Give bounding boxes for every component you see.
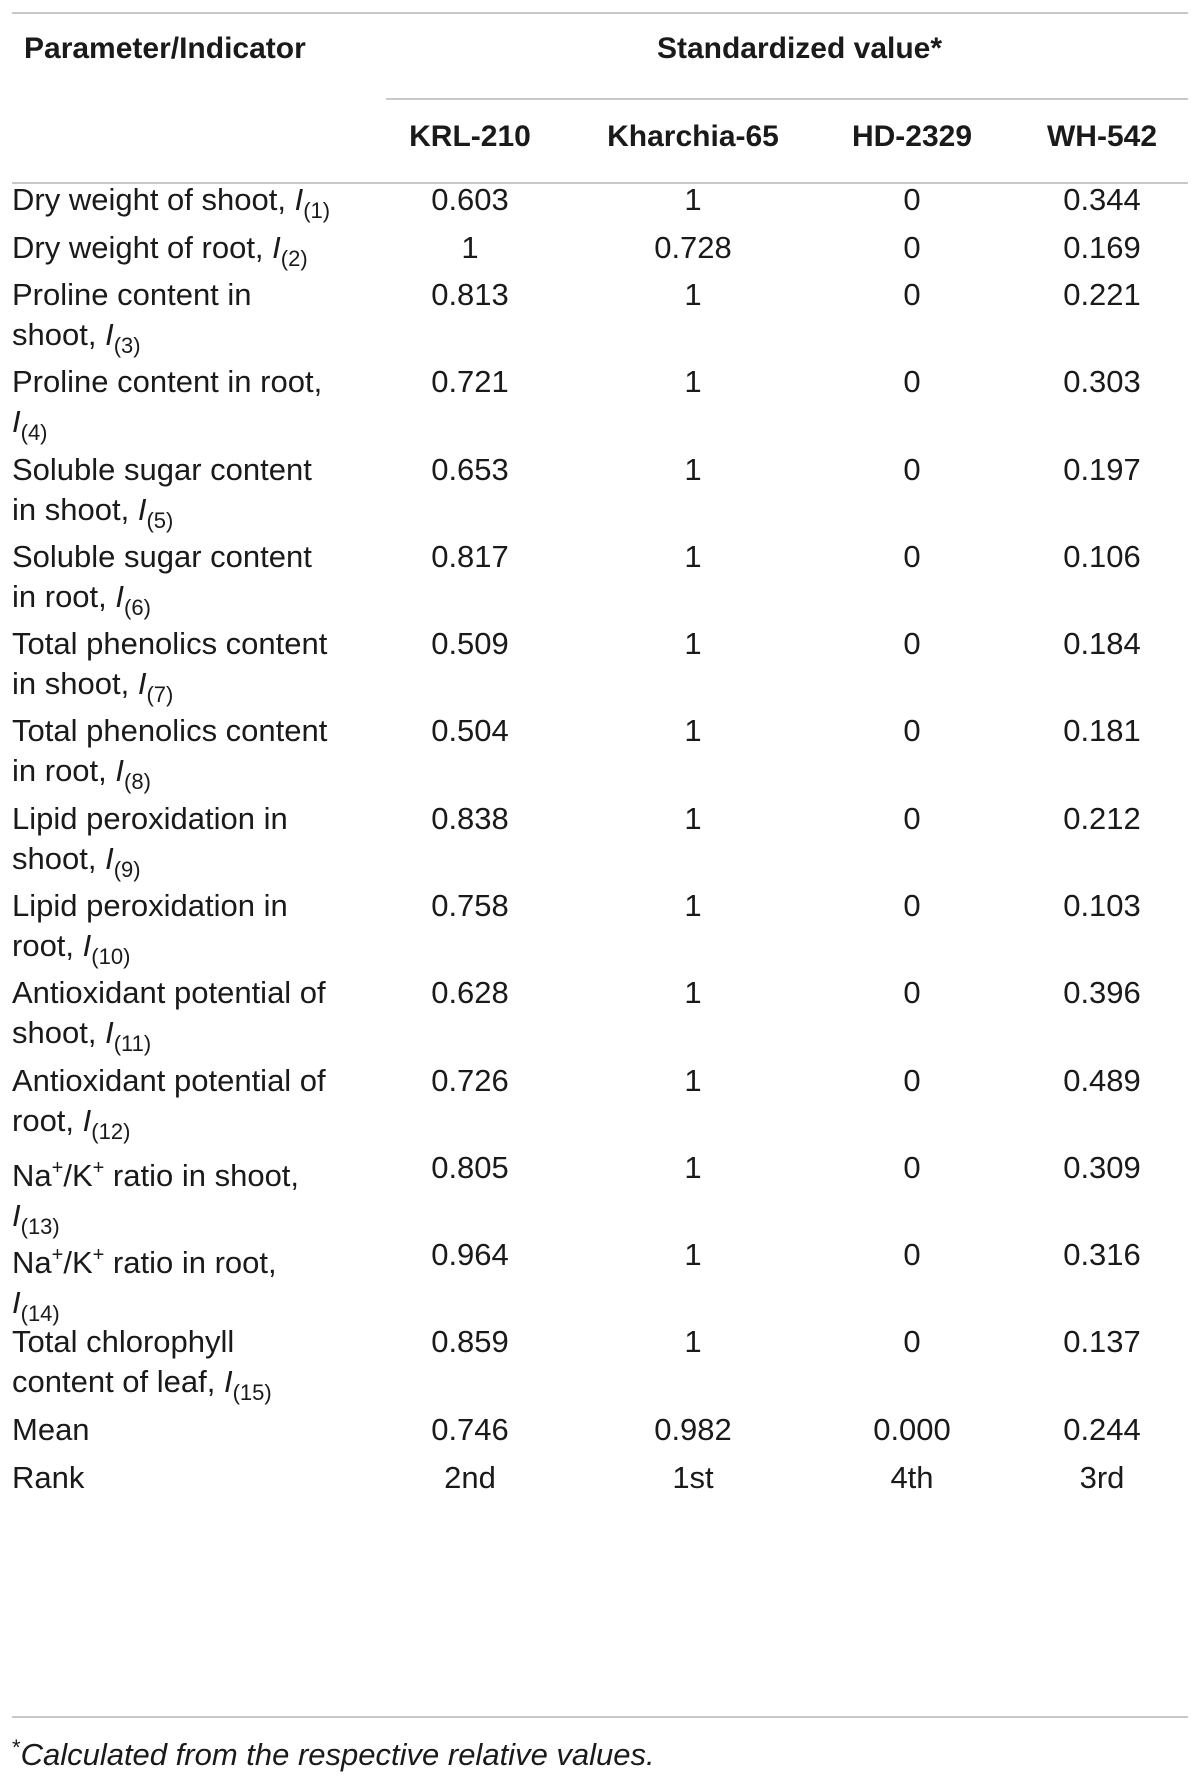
value-cell: 0	[903, 539, 921, 574]
column-header: KRL-210	[409, 120, 531, 153]
footnote-mark: *	[12, 1735, 21, 1760]
footnote-text: Calculated from the respective relative values.	[20, 1737, 655, 1772]
row-label	[12, 799, 382, 890]
value-cell: 0	[903, 713, 921, 748]
row-label-text: Soluble sugar content	[12, 539, 312, 574]
value-cell: 0.838	[431, 801, 509, 836]
row-label	[12, 275, 382, 366]
row-label	[12, 886, 382, 977]
header-parameter: Parameter/Indicator	[24, 32, 306, 65]
row-label-text: Total chlorophyll	[12, 1324, 235, 1359]
summary-value: 0.244	[1063, 1412, 1141, 1447]
value-cell: 1	[684, 1324, 702, 1359]
value-cell: 1	[684, 626, 702, 661]
value-cell: 0	[903, 277, 921, 312]
value-cell: 1	[684, 277, 702, 312]
value-cell: 1	[461, 230, 479, 265]
value-cell: 0.817	[431, 539, 509, 574]
index-symbol: $I_{(11)}$	[105, 1015, 152, 1056]
row-label	[12, 450, 382, 541]
value-cell: 0.103	[1063, 888, 1141, 923]
value-cell: 1	[684, 975, 702, 1010]
value-cell: 0	[903, 801, 921, 836]
value-cell: 0.509	[431, 626, 509, 661]
value-cell: 0.758	[431, 888, 509, 923]
value-cell: 1	[684, 801, 702, 836]
row-label-text: Dry weight of root,	[12, 230, 273, 265]
value-cell: 0.805	[431, 1150, 509, 1185]
value-cell: 0.726	[431, 1063, 509, 1098]
index-symbol: $I_{(1)}$	[294, 182, 331, 223]
value-cell: 0	[903, 452, 921, 487]
row-label	[12, 180, 382, 231]
value-cell: 0	[903, 364, 921, 399]
summary-value: 3rd	[1079, 1460, 1125, 1495]
row-label-text: Dry weight of shoot,	[12, 182, 295, 217]
row-label-text: Proline content in root,	[12, 364, 323, 399]
value-cell: 0.309	[1063, 1150, 1141, 1185]
index-symbol: $I_{(10)}$	[82, 928, 131, 969]
row-label-text: in root,	[12, 753, 116, 788]
value-cell: 0.221	[1063, 277, 1141, 312]
value-cell: 0.212	[1063, 801, 1141, 836]
value-cell: 0.721	[431, 364, 509, 399]
row-label	[12, 1322, 382, 1413]
row-label-text: Lipid peroxidation in	[12, 801, 288, 836]
index-symbol: $I_{(2)}$	[272, 230, 308, 271]
value-cell: 0	[903, 1063, 921, 1098]
value-cell: 1	[684, 1063, 702, 1098]
value-cell: 0.964	[431, 1237, 509, 1272]
value-cell: 0.181	[1063, 713, 1141, 748]
value-cell: 0.603	[431, 182, 509, 217]
value-cell: 0.316	[1063, 1237, 1141, 1272]
value-cell: 1	[684, 182, 702, 217]
value-cell: 1	[684, 888, 702, 923]
row-label-text: Antioxidant potential of	[12, 1063, 326, 1098]
row-label-text: shoot,	[12, 1015, 106, 1050]
value-cell: 0.813	[431, 277, 509, 312]
index-symbol: $I_{(14)}$	[12, 1285, 60, 1326]
summary-value: 0.746	[431, 1412, 509, 1447]
row-label-text: Na+/K+ ratio in shoot,	[12, 1157, 300, 1193]
summary-label: Rank	[12, 1460, 85, 1495]
index-symbol: $I_{(3)}$	[105, 317, 141, 358]
row-label	[12, 624, 382, 715]
summary-value: 1st	[672, 1460, 714, 1495]
value-cell: 0.728	[654, 230, 732, 265]
value-cell: 1	[684, 713, 702, 748]
row-label-text: Soluble sugar content	[12, 452, 312, 487]
row-label-text: in root,	[12, 579, 116, 614]
value-cell: 0.197	[1063, 452, 1141, 487]
value-cell: 0.396	[1063, 975, 1141, 1010]
index-symbol: $I_{(6)}$	[115, 579, 151, 620]
value-cell: 0.859	[431, 1324, 509, 1359]
row-label	[12, 362, 382, 453]
value-cell: 0	[903, 182, 921, 217]
value-cell: 0.303	[1063, 364, 1141, 399]
summary-value: 2nd	[444, 1460, 496, 1495]
value-cell: 0	[903, 975, 921, 1010]
index-symbol: $I_{(13)}$	[12, 1198, 60, 1239]
value-cell: 0	[903, 888, 921, 923]
row-label-text: shoot,	[12, 841, 106, 876]
row-label-text: shoot,	[12, 317, 106, 352]
value-cell: 0.344	[1063, 182, 1141, 217]
group-rule	[386, 98, 1188, 100]
row-label-text: root,	[12, 928, 83, 963]
row-label-text: root,	[12, 1103, 83, 1138]
row-label	[12, 537, 382, 628]
value-cell: 0.504	[431, 713, 509, 748]
row-label-text: in shoot,	[12, 666, 138, 701]
value-cell: 1	[684, 1150, 702, 1185]
value-cell: 0.169	[1063, 230, 1141, 265]
row-label-text: Total phenolics content	[12, 713, 328, 748]
column-header: WH-542	[1046, 120, 1158, 153]
value-cell: 0	[903, 230, 921, 265]
value-cell: 0.137	[1063, 1324, 1141, 1359]
row-label-text: Lipid peroxidation in	[12, 888, 288, 923]
value-cell: 1	[684, 539, 702, 574]
index-symbol: $I_{(7)}$	[137, 666, 174, 707]
column-header: HD-2329	[851, 120, 973, 153]
row-label-text: content of leaf,	[12, 1364, 224, 1399]
value-cell: 0	[903, 626, 921, 661]
value-cell: 1	[684, 364, 702, 399]
row-label	[12, 1235, 382, 1334]
value-cell: 1	[684, 452, 702, 487]
header-standardized-value: Standardized value*	[656, 32, 943, 65]
index-symbol: $I_{(9)}$	[105, 841, 141, 882]
index-symbol: $I_{(5)}$	[137, 492, 174, 533]
value-cell: 0	[903, 1150, 921, 1185]
index-symbol: $I_{(4)}$	[12, 404, 48, 445]
row-label-text: in shoot,	[12, 492, 138, 527]
value-cell: 0.184	[1063, 626, 1141, 661]
value-cell: 1	[684, 1237, 702, 1272]
bottom-rule	[12, 1716, 1188, 1718]
row-label	[12, 973, 382, 1064]
row-label-text: Total phenolics content	[12, 626, 328, 661]
row-label-text: Proline content in	[12, 277, 252, 312]
row-label	[12, 1148, 382, 1247]
row-label	[12, 711, 382, 802]
row-label	[12, 228, 382, 279]
summary-value: 0.000	[873, 1412, 951, 1447]
index-symbol: $I_{(15)}$	[223, 1364, 272, 1405]
value-cell: 0.628	[431, 975, 509, 1010]
summary-value: 4th	[890, 1460, 934, 1495]
top-rule	[12, 12, 1188, 14]
row-label-text: Na+/K+ ratio in root,	[12, 1244, 277, 1280]
footnote	[12, 1735, 655, 1773]
value-cell: 0.489	[1063, 1063, 1141, 1098]
summary-value: 0.982	[654, 1412, 732, 1447]
summary-label: Mean	[12, 1412, 90, 1447]
index-symbol: $I_{(12)}$	[82, 1103, 131, 1144]
value-cell: 0	[903, 1324, 921, 1359]
value-cell: 0.106	[1063, 539, 1141, 574]
row-label	[12, 1061, 382, 1152]
column-header: Kharchia-65	[607, 120, 779, 153]
row-label-text: Antioxidant potential of	[12, 975, 326, 1010]
index-symbol: $I_{(8)}$	[115, 753, 151, 794]
value-cell: 0	[903, 1237, 921, 1272]
value-cell: 0.653	[431, 452, 509, 487]
